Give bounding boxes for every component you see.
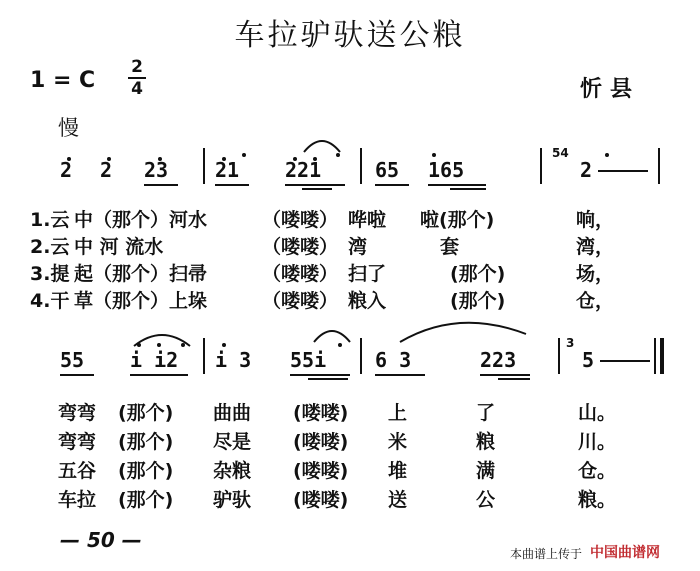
note: i i2 — [130, 348, 179, 372]
lyric: 五谷 — [58, 460, 97, 482]
lyric: 驴驮 — [213, 489, 252, 511]
note: 221 — [285, 158, 322, 182]
note: 165 — [428, 158, 465, 182]
site-logo[interactable]: 中国曲谱网 — [590, 545, 660, 561]
verse-row — [30, 232, 670, 259]
lyric: 山。 — [578, 402, 617, 424]
lyric: 杂粮 — [213, 460, 252, 482]
lyric: 堆 — [388, 460, 408, 482]
lyrics-block-1 — [30, 205, 670, 315]
verse-row — [30, 259, 670, 286]
lyric: 扫了 — [348, 263, 387, 285]
lyric: 套 — [440, 236, 460, 258]
lyric: 3.提 — [30, 263, 70, 285]
notation-line-1 — [40, 142, 662, 202]
note: 2 — [580, 158, 593, 182]
lyric: 中 河 流水 — [74, 236, 164, 258]
lyric: 起（那个）扫帚 — [74, 263, 208, 285]
lyric: 弯弯 — [58, 431, 97, 453]
lyric: 啦(那个) — [420, 209, 495, 231]
lyric: 尽是 — [213, 431, 252, 453]
lyric: 2.云 — [30, 236, 70, 258]
verse-row — [30, 205, 670, 232]
lyric: （喽喽） — [262, 263, 339, 285]
meter-change: 54 — [552, 146, 569, 160]
lyrics-block-2 — [58, 398, 658, 518]
lyric: 送 — [388, 489, 408, 511]
lyric: 粮 — [476, 431, 496, 453]
lyric: (喽喽) — [293, 402, 349, 424]
lyric: 哗啦 — [348, 209, 387, 231]
lyric: (那个) — [450, 290, 506, 312]
note: 2 — [60, 158, 73, 182]
lyric: 粮。 — [578, 489, 617, 511]
lyric: 场， — [576, 263, 615, 285]
lyric: 中（那个）河水 — [74, 209, 208, 231]
lyric: （喽喽） — [262, 290, 339, 312]
lyric: 仓。 — [578, 460, 617, 482]
lyric: 草（那个）上垛 — [74, 290, 208, 312]
verse-row — [58, 485, 658, 514]
verse-row — [30, 286, 670, 313]
lyric: (喽喽) — [293, 431, 349, 453]
lyric: (那个) — [118, 489, 174, 511]
meter-change: 3 — [566, 336, 575, 350]
lyric: (那个) — [118, 431, 174, 453]
lyric: 弯弯 — [58, 402, 97, 424]
lyric: 湾 — [348, 236, 368, 258]
lyric: 1.云 — [30, 209, 70, 231]
lyric: 米 — [388, 431, 408, 453]
lyric: 曲曲 — [213, 402, 252, 424]
lyric: (那个) — [450, 263, 506, 285]
note: 23 — [144, 158, 169, 182]
lyric: （喽喽） — [262, 209, 339, 231]
page-number: — 50 — — [60, 528, 142, 552]
verse-row — [58, 456, 658, 485]
lyric: 车拉 — [58, 489, 97, 511]
region-label: 忻县 — [580, 77, 641, 102]
lyric: (那个) — [118, 402, 174, 424]
lyric: (喽喽) — [293, 460, 349, 482]
lyric: 川。 — [578, 431, 617, 453]
lyric: 了 — [476, 402, 496, 424]
note: 223 — [480, 348, 517, 372]
note: 65 — [375, 158, 400, 182]
lyric: 满 — [476, 460, 496, 482]
notation-line-2 — [40, 332, 662, 392]
lyric: (那个) — [118, 460, 174, 482]
lyric: (喽喽) — [293, 489, 349, 511]
lyric: 仓， — [576, 290, 615, 312]
verse-row — [58, 398, 658, 427]
verse-row — [58, 427, 658, 456]
note: 5 — [582, 348, 595, 372]
song-title: 车拉驴驮送公粮 — [234, 18, 466, 53]
note: 2 — [100, 158, 113, 182]
note: 21 — [215, 158, 240, 182]
note: i 3 — [215, 348, 252, 372]
note: 55 — [60, 348, 85, 372]
note: 6 3 — [375, 348, 412, 372]
lyric: 4.干 — [30, 290, 70, 312]
lyric: （喽喽） — [262, 236, 339, 258]
time-numerator: 2 — [131, 57, 143, 77]
lyric: 粮入 — [348, 290, 387, 312]
lyric: 响， — [576, 209, 615, 231]
time-denominator: 4 — [131, 79, 143, 99]
tempo-mark: 慢 — [58, 116, 79, 140]
lyric: 湾， — [576, 236, 615, 258]
lyric: 上 — [388, 402, 408, 424]
upload-credit: 本曲谱上传于 — [510, 547, 583, 561]
key-signature: 1 = C — [30, 68, 96, 93]
lyric: 公 — [476, 489, 496, 511]
time-signature — [128, 58, 146, 98]
note: 55i — [290, 348, 327, 372]
